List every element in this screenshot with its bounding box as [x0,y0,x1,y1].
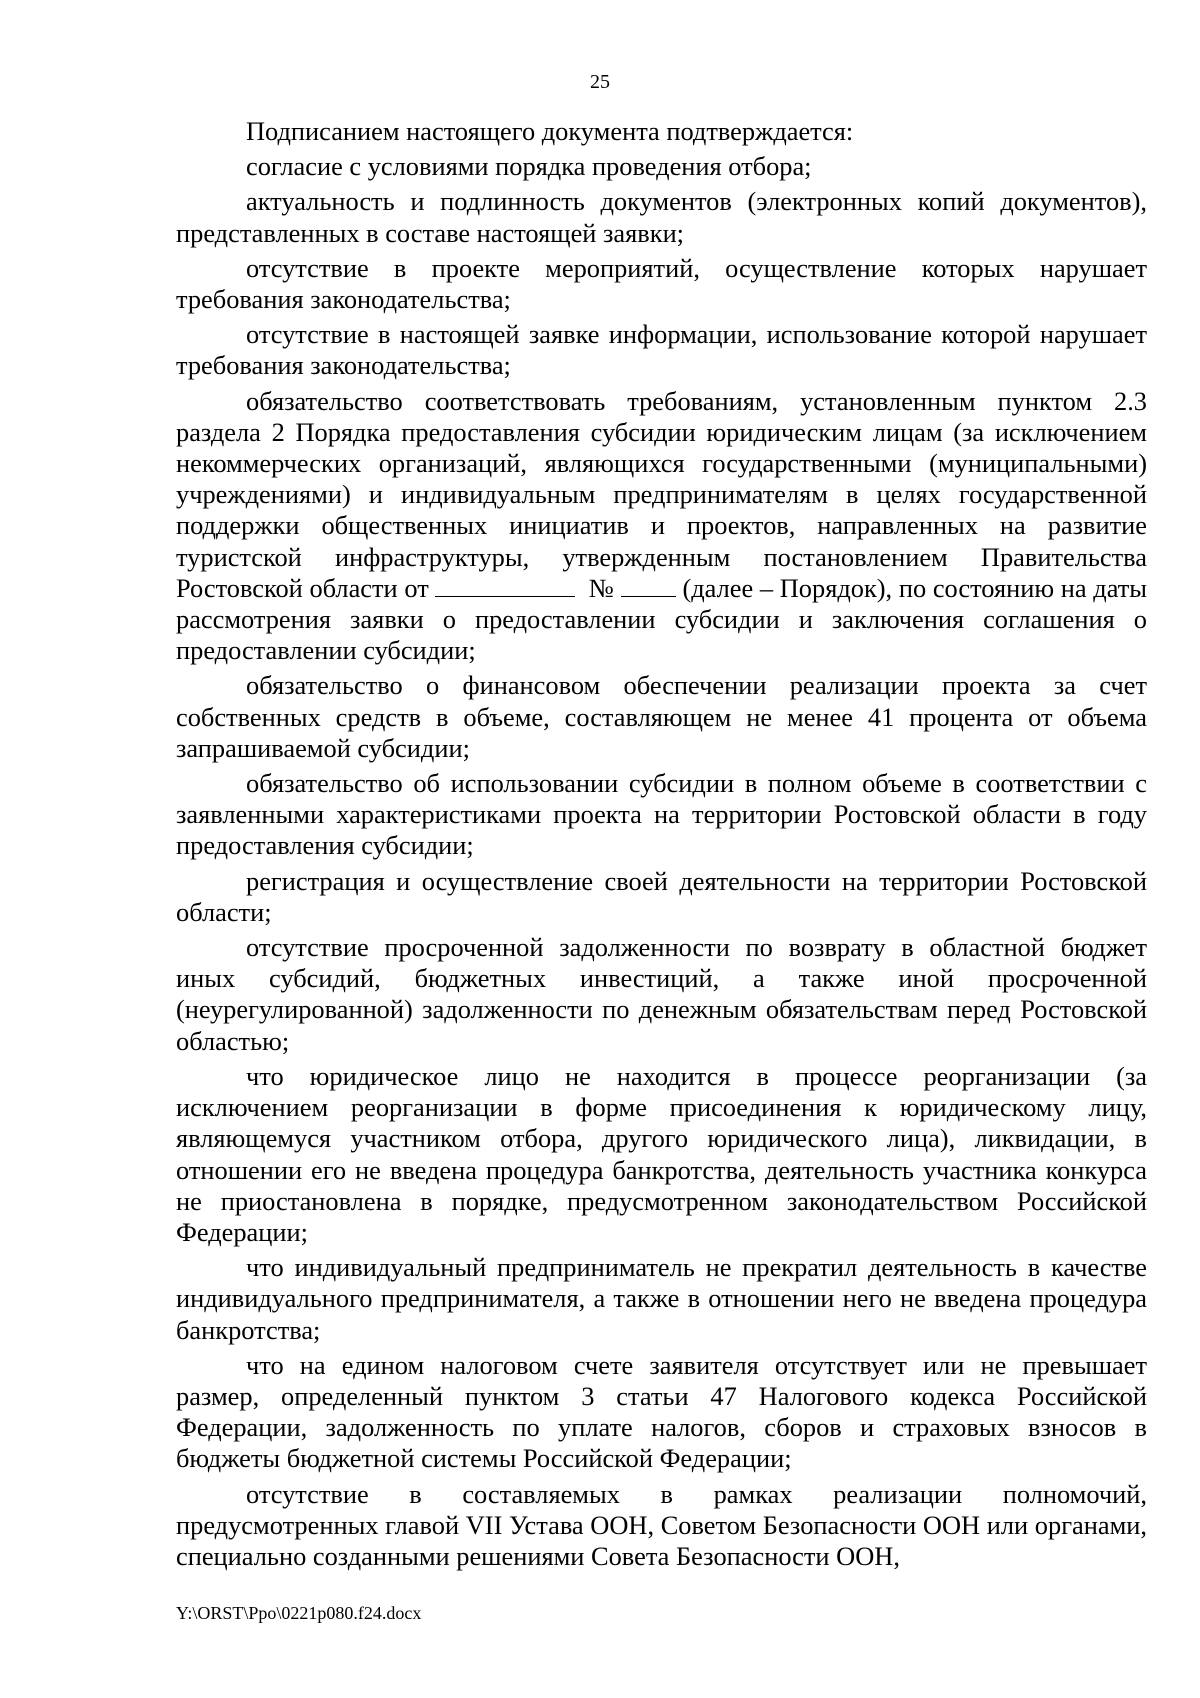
number-blank [621,578,676,597]
paragraph: актуальность и подлинность документов (электронных копий документов), представленных в составе настоящей заявки; [176,186,1147,248]
footer-file-path: Y:\ORST\Ppo\0221p080.f24.docx [176,1603,422,1623]
paragraph-requirements-text: обязательство соответствовать требованиям, установленным пунктом 2.3 раздела 2 Порядка предоставления субсидии юридическим лицам (за исключением некоммерческих организаций, являющихся государственными (муниципальными) учреждениями) и индивидуальным предпринимателям в целях государственной поддержки общественных инициатив и проектов, направленных на развитие туристской инфраструктуры, утвержденным постановлением Правительства Ростовской области от [176,385,1147,603]
paragraph: отсутствие в проекте мероприятий, осуществление которых нарушает требования законодательства; [176,252,1147,315]
paragraph: что юридическое лицо не находится в процессе реорганизации (за исключением реорганизации в форме присоединения к юридическому лицу, являющемуся участником отбора, другого юридического лица), ликвидации, в отношении его не введена процедура банкротства, деятельность участника конкурса не приостановлена в порядке, предусмотренном законодательством Российской Федерации; [176,1060,1147,1247]
page-number: 25 [590,71,610,93]
paragraph: что индивидуальный предприниматель не прекратил деятельность в качестве индивидуального предпринимателя, а также в отношении него не введена процедура банкротства; [176,1252,1147,1345]
date-blank [435,578,575,597]
paragraph: обязательство о финансовом обеспечении реализации проекта за счет собственных средств в объеме, составляющем не менее 41 процента от объема запрашиваемой субсидии; [176,670,1147,763]
paragraph: отсутствие в составляемых в рамках реализации полномочий, предусмотренных главой VII Устава ООН, Советом Безопасности ООН или органами, специально созданными решениями Совета Безопасности ООН, [176,1478,1147,1571]
paragraph-requirements-tail: (далее – Порядок), по состоянию на даты рассмотрения заявки о предоставлении субсидии и заключения соглашения о предоставлении субсидии; [176,572,1147,666]
paragraph: что на едином налоговом счете заявителя отсутствует или не превышает размер, определенный пунктом 3 статьи 47 Налогового кодекса Российской Федерации, задолженность по уплате налогов, сборов и страховых взносов в бюджеты бюджетной системы Российской Федерации; [176,1349,1147,1474]
paragraph: отсутствие в настоящей заявке информации, использование которой нарушает требования законодательства; [176,319,1147,381]
number-sign: № [588,572,615,603]
paragraph: отсутствие просроченной задолженности по возврату в областной бюджет иных субсидий, бюджетных инвестиций, а также иной просроченной (неурегулированной) задолженности по денежным обязательствам перед Ростовской областью; [176,932,1147,1056]
paragraph: обязательство об использовании субсидии в полном объеме в соответствии с заявленными характеристиками проекта на территории Ростовской области в году предоставления субсидии; [176,768,1147,861]
paragraph-intro: Подписанием настоящего документа подтверждается: [246,116,854,146]
paragraph: регистрация и осуществление своей деятельности на территории Ростовской области; [176,865,1147,927]
paragraph-requirements [176,386,1147,667]
paragraph: согласие с условиями порядка проведения отбора; [246,151,812,182]
document-body [176,116,1147,1576]
